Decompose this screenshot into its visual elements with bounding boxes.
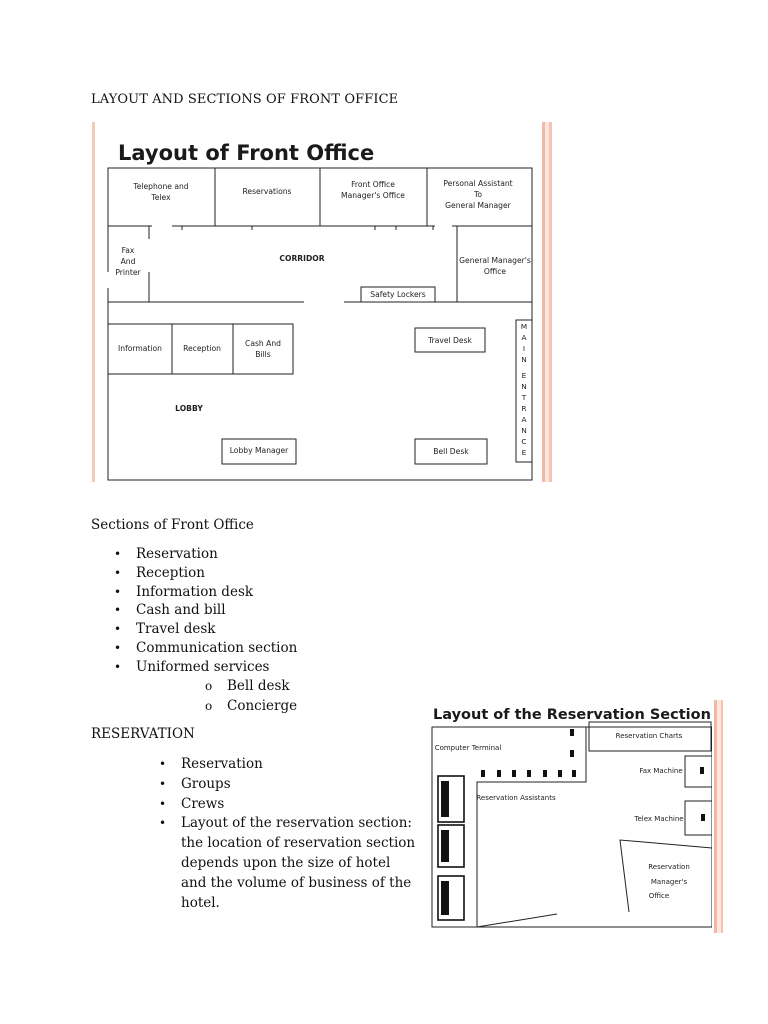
room-pa-line2: To (474, 190, 482, 199)
room-fax-line1: Fax (121, 246, 135, 255)
res-manager-line3: Office (648, 892, 670, 900)
corridor-label: CORRIDOR (279, 254, 325, 263)
list-item: • Crews (159, 795, 225, 812)
figure2-title: Layout of the Reservation Section (433, 707, 711, 723)
svg-text:R: R (521, 404, 527, 413)
fax-machine-label: Fax Machine (639, 767, 683, 775)
list-item: • Layout of the reservation section: the location of reservation section depends upon the size of hotel and the volume of business of the hotel. (159, 815, 416, 911)
list-item: • Groups (159, 775, 231, 792)
telex-machine-label: Telex Machine (634, 815, 684, 823)
svg-text:C: C (521, 437, 527, 446)
reservation-assistants-label: Reservation Assistants (476, 794, 556, 802)
svg-text:M: M (520, 322, 528, 331)
reservation-charts-label: Reservation Charts (615, 732, 683, 740)
list-item: • Reservation (114, 546, 218, 562)
list-item: • Uniformed services (114, 658, 270, 675)
room-fax-line3: Printer (115, 268, 141, 277)
list-item: • Travel desk (114, 621, 216, 638)
sections-list (114, 545, 298, 677)
room-cash-line2: Bills (255, 350, 271, 359)
room-cash-line1: Cash And (245, 339, 281, 348)
svg-text:N: N (521, 382, 527, 391)
sub-list-item: o Bell desk (205, 678, 290, 694)
reservation-section-layout-figure (429, 700, 726, 933)
list-item: • Cash and bill (114, 602, 226, 619)
reservation-title: RESERVATION (91, 726, 195, 742)
room-fo-manager-line2: Manager's Office (341, 191, 405, 200)
svg-text:N: N (521, 426, 527, 435)
room-fo-manager-line1: Front Office (351, 180, 395, 189)
res-manager-line1: Reservation (648, 863, 690, 871)
room-reception: Reception (183, 344, 221, 353)
main-entrance-label (521, 322, 527, 457)
figure-border-right (539, 122, 557, 482)
page-heading: LAYOUT AND SECTIONS OF FRONT OFFICE (91, 92, 399, 107)
svg-text:T: T (521, 393, 527, 402)
figure-border-left (92, 122, 95, 482)
figure-border-right (712, 700, 726, 933)
list-item: • Communication section (114, 639, 298, 656)
front-office-layout-figure (92, 122, 557, 482)
svg-text:N: N (521, 355, 527, 364)
svg-text:A: A (521, 415, 527, 424)
room-telephone-telex-line1: Telephone and (133, 182, 189, 191)
room-gm-line2: Office (483, 267, 507, 276)
list-item: • Reception (114, 564, 205, 581)
sub-list-item: o Concierge (205, 697, 298, 714)
safety-lockers: Safety Lockers (370, 290, 426, 299)
room-pa-line1: Personal Assistant (443, 179, 513, 188)
bell-desk: Bell Desk (433, 447, 469, 456)
svg-text:E: E (521, 371, 527, 380)
front-office-floorplan (92, 122, 557, 482)
travel-desk: Travel Desk (428, 336, 472, 345)
svg-text:A: A (521, 333, 527, 342)
uniformed-services-sublist (205, 677, 298, 716)
lobby-manager: Lobby Manager (229, 446, 289, 455)
reservation-list (159, 755, 417, 913)
reservation-floorplan (429, 700, 726, 933)
sections-title: Sections of Front Office (91, 517, 254, 533)
computer-terminal-label: Computer Terminal (434, 744, 502, 752)
svg-text:E: E (521, 448, 527, 457)
room-fax-line2: And (120, 257, 136, 266)
list-item: • Information desk (114, 583, 254, 600)
figure1-title: Layout of Front Office (118, 141, 375, 165)
room-reservations: Reservations (242, 187, 292, 196)
svg-text:I: I (522, 344, 526, 353)
room-telephone-telex-line2: Telex (151, 193, 171, 202)
room-gm-line1: General Manager's (459, 256, 531, 265)
lobby-label: LOBBY (175, 404, 203, 413)
room-information: Information (118, 344, 162, 353)
res-manager-line2: Manager's (650, 878, 688, 886)
list-item: • Reservation (159, 756, 263, 772)
room-pa-line3: General Manager (445, 201, 511, 210)
